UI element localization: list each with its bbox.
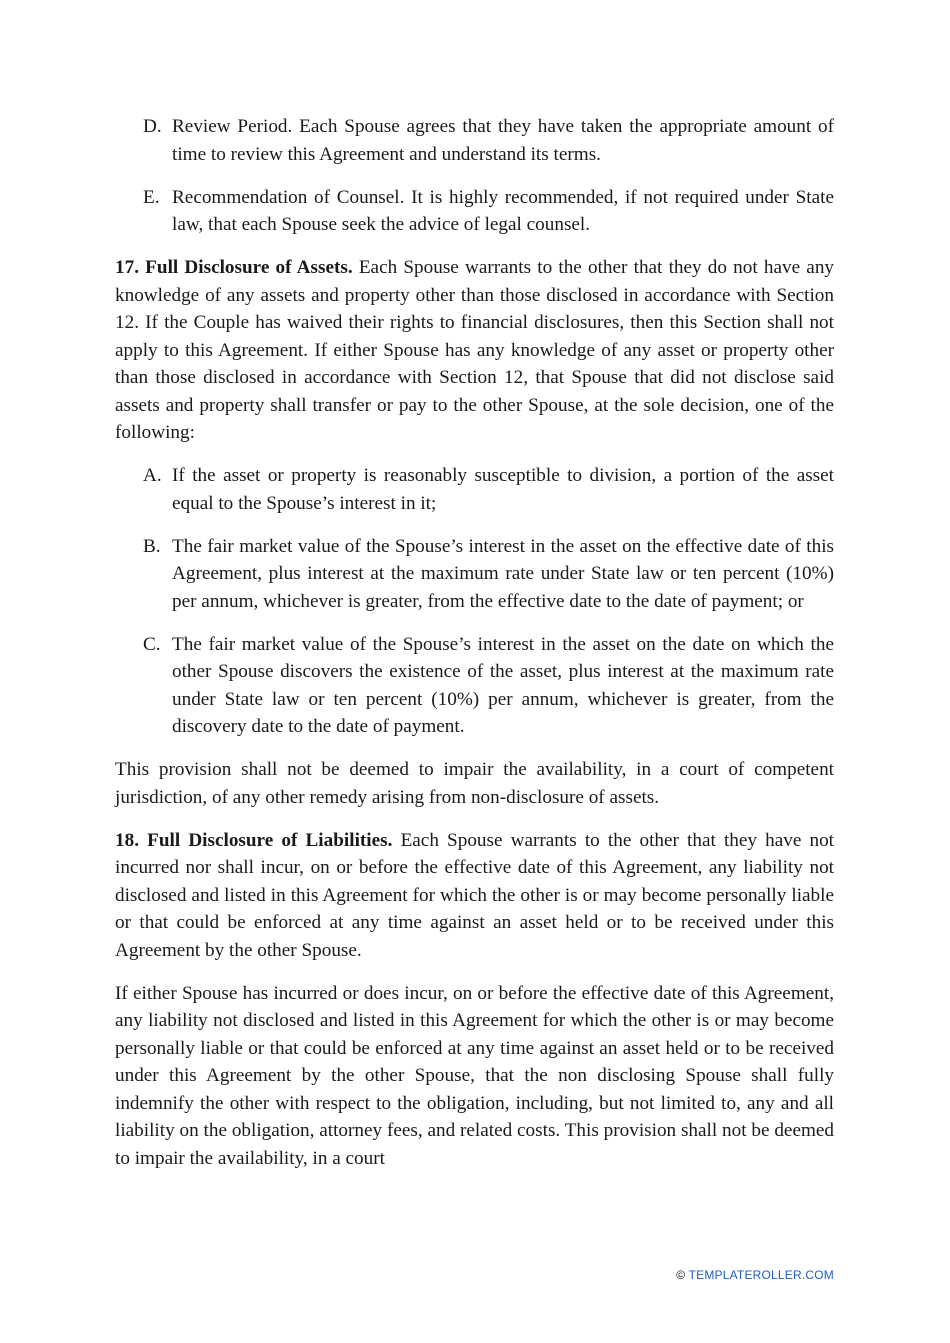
- list-item-recommendation-of-counsel: [143, 184, 834, 239]
- list-item-b: [143, 533, 834, 616]
- list-marker: C.: [143, 633, 161, 655]
- list-text: If the asset or property is reasonably susceptible to division, a portion of the asset equal to the Spouse’s interest in it;: [172, 465, 834, 514]
- list-item-a: [143, 462, 834, 517]
- document-page: [115, 113, 834, 1188]
- list-text: The fair market value of the Spouse’s interest in the asset on the effective date of this Agreement, plus interest at the maximum rate under State law or ten percent (10%) per annum, whichever is greater, from the effective date to the date of payment; or: [172, 535, 834, 612]
- section-18-body: Each Spouse warrants to the other that they have not incurred nor shall incur, on or before the effective date of this Agreement, any liability not disclosed and listed in this Agreement for which the other is or may become personally liable or that could be enforced at any time against an asset held or to be received under this Agreement by the other Spouse.: [115, 829, 835, 961]
- section-18-paragraph: [115, 827, 834, 965]
- list-marker: E.: [143, 186, 160, 208]
- section-18-heading: 18. Full Disclosure of Liabilities.: [115, 829, 393, 851]
- section-17-paragraph: [115, 254, 834, 447]
- list-item-review-period: [143, 113, 834, 168]
- section-17-closing: This provision shall not be deemed to impair the availability, in a court of competent jurisdiction, of any other remedy arising from non-disclosure of assets.: [115, 759, 834, 808]
- copyright-symbol: ©: [676, 1268, 686, 1282]
- section-18-paragraph-2: If either Spouse has incurred or does incur, on or before the effective date of this Agreement, any liability not disclosed and listed in this Agreement for which the other is or may become personally liable or that could be enforced at any time against an asset held or to be received under this Agreement by the other Spouse, that the non disclosing Spouse shall fully indemnify the other with respect to the obligation, including, but not limited to, any and all liability on the obligation, attorney fees, and related costs. This provision shall not be deemed to impair the availability, in a court: [115, 982, 834, 1169]
- list-marker: A.: [143, 465, 162, 486]
- list-marker: D.: [143, 116, 162, 137]
- list-text: Review Period. Each Spouse agrees that they have taken the appropriate amount of time to review this Agreement and understand its terms.: [172, 116, 834, 165]
- section-17-heading: 17. Full Disclosure of Assets.: [115, 257, 353, 278]
- list-text: Recommendation of Counsel. It is highly recommended, if not required under State law, that each Spouse seek the advice of legal counsel.: [172, 186, 834, 235]
- list-text: The fair market value of the Spouse’s interest in the asset on the date on which the other Spouse discovers the existence of the asset, plus interest at the maximum rate under State law or ten percent (10%) per annum, whichever is greater, from the discovery date to the date of payment.: [172, 633, 834, 737]
- footer-brand-link[interactable]: TEMPLATEROLLER.COM: [688, 1268, 834, 1282]
- list-item-c: [143, 631, 834, 741]
- list-marker: B.: [143, 535, 161, 557]
- footer-watermark: [676, 1268, 834, 1282]
- section-17-body: Each Spouse warrants to the other that they do not have any knowledge of any assets and property other than those disclosed in accordance with Section 12. If the Couple has waived their rights to financial disclosures, then this Section shall not apply to this Agreement. If either Spouse has any knowledge of any asset or property other than those disclosed in accordance with Section 12, that Spouse that did not disclose said assets and property shall transfer or pay to the other Spouse, at the sole decision, one of the following:: [115, 257, 835, 443]
